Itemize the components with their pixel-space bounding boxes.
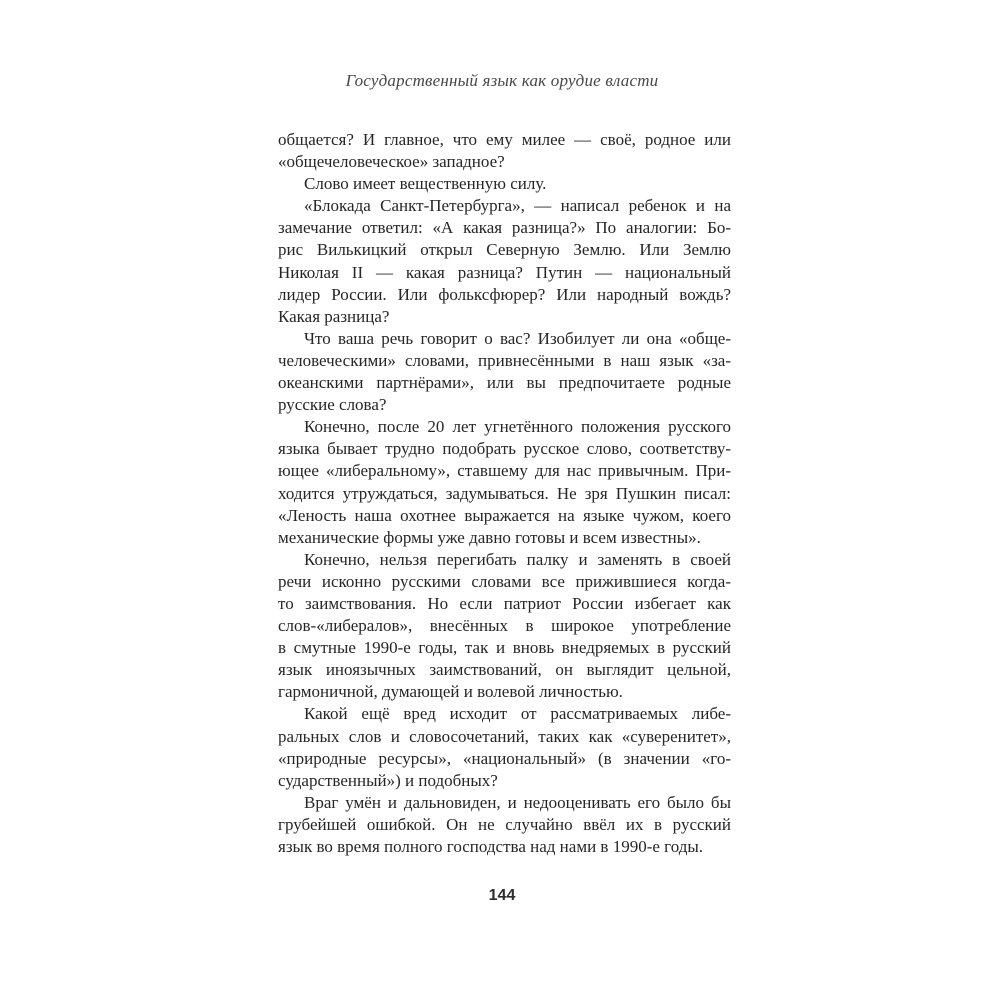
text-line: океанскими партнёрами», или вы предпочитаете родные — [278, 373, 731, 393]
text-line: человеческими» словами, привнесёнными в наш язык «за- — [278, 350, 731, 370]
paragraph — [278, 416, 731, 549]
text-line: «Леность наша охотнее выражается на языке чужом, коего — [278, 505, 731, 525]
text-line: Какая разница? — [278, 306, 390, 326]
text-line: лидер России. Или фольксфюрер? Или народный вождь? — [278, 284, 731, 304]
running-header: Государственный язык как орудие власти — [345, 71, 659, 90]
text-line: ющее «либеральному», ставшему для нас привычным. При- — [278, 461, 731, 481]
text-line: «общечеловеческое» западное? — [278, 152, 505, 172]
text-line: механические формы уже давно готовы и всем известны». — [278, 527, 701, 547]
text-line: грубейшей ошибкой. Он не случайно ввёл их в русский — [278, 814, 731, 834]
text-line: Что ваша речь говорит о вас? Изобилует ли она «обще- — [304, 328, 731, 348]
paragraph — [278, 195, 731, 328]
paragraph — [278, 792, 731, 858]
text-block — [278, 129, 731, 858]
text-line: языка бывает трудно подобрать русское слово, соответству- — [278, 439, 731, 459]
text-line: замечание ответил: «А какая разница?» По аналогии: Бо- — [278, 218, 731, 238]
text-line: Конечно, нельзя перегибать палку и заменять в своей — [304, 549, 731, 569]
text-line: русские слова? — [278, 395, 387, 415]
paragraph — [278, 549, 731, 704]
text-line: ходится утруждаться, задумываться. Не зря Пушкин писал: — [278, 483, 731, 503]
text-line: речи исконно русскими словами все прижившиеся когда- — [278, 571, 731, 591]
text-line: сударственный») и подобных? — [278, 770, 498, 790]
text-line: «природные ресурсы», «национальный» (в значении «го- — [278, 748, 731, 768]
text-line: общается? И главное, что ему милее — своё, родное или — [278, 130, 731, 149]
text-line: в смутные 1990-е годы, так и вновь внедряемых в русский — [278, 638, 731, 658]
text-line: Какой ещё вред исходит от рассматриваемых либе- — [304, 704, 731, 724]
paragraph — [278, 703, 731, 791]
paragraph — [278, 129, 731, 173]
paragraph — [278, 328, 731, 416]
text-line: ральных слов и словосочетаний, таких как «суверенитет», — [278, 726, 731, 746]
text-line: гармоничной, думающей и волевой личностью. — [278, 682, 623, 702]
text-line: Николая II — какая разница? Путин — национальный — [278, 262, 731, 282]
text-line: слов-«либералов», внесённых в широкое употребление — [278, 616, 731, 636]
paragraph — [278, 173, 731, 195]
text-line: «Блокада Санкт-Петербурга», — написал ребенок и на — [304, 196, 731, 216]
text-line: язык иноязычных заимствований, он выглядит цельной, — [278, 660, 731, 680]
text-line: то заимствования. Но если патриот России избегает как — [278, 593, 731, 613]
page-number: 144 — [488, 887, 516, 904]
text-line: рис Вилькицкий открыл Северную Землю. Или Землю — [278, 240, 731, 260]
text-line: Враг умён и дальновиден, и недооценивать его было бы — [304, 792, 731, 812]
text-line: Слово имеет вещественную силу. — [304, 174, 547, 194]
text-line: язык во время полного господства над нами в 1990-е годы. — [278, 837, 704, 856]
text-line: Конечно, после 20 лет угнетённого положения русского — [304, 417, 731, 437]
